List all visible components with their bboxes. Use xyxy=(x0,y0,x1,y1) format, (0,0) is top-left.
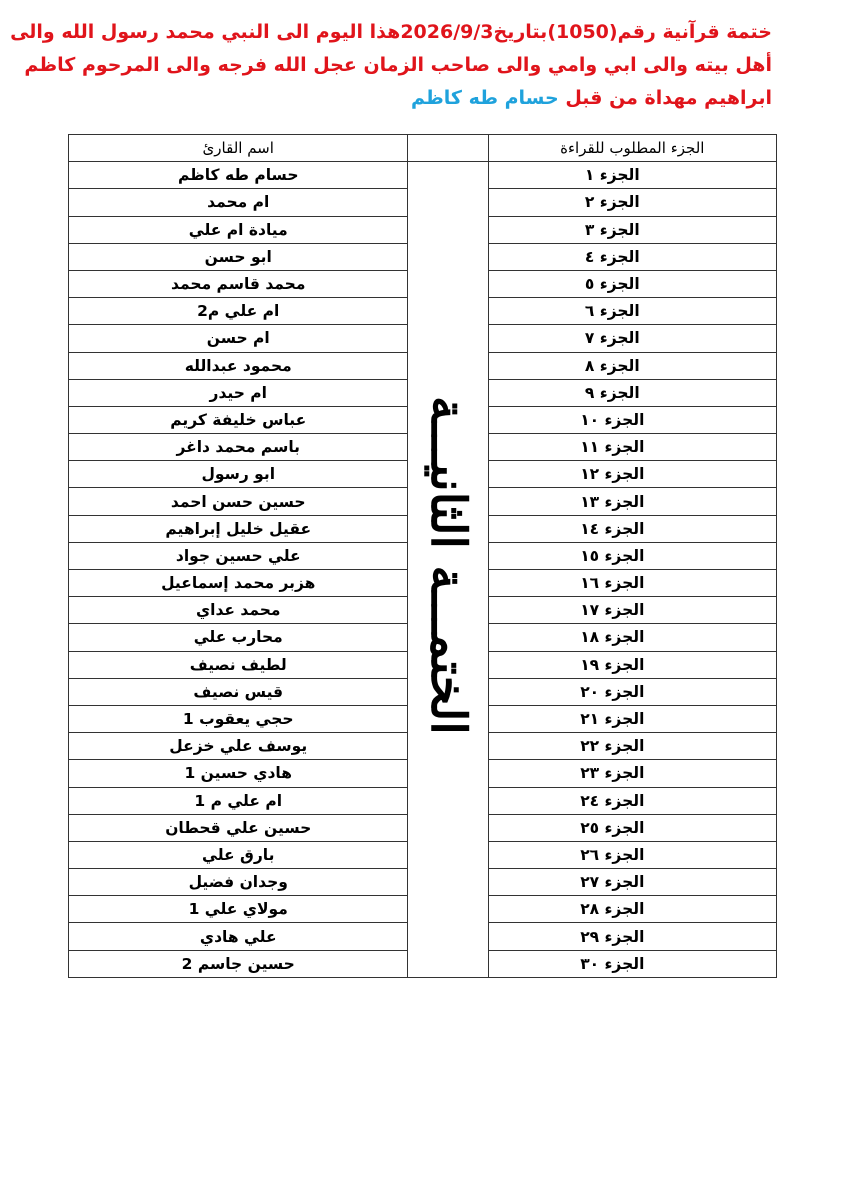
header-dedication-3: ابراهيم مهداة من قبل xyxy=(565,87,772,109)
part-cell: الجزء ١٥ xyxy=(488,542,776,569)
part-cell: الجزء ١ xyxy=(488,162,776,189)
header-khatma-number-label: ختمة قرآنية رقم xyxy=(617,21,772,43)
reader-name-cell: ام حيدر xyxy=(69,379,408,406)
header-dedication-1: هذا اليوم الى النبي محمد رسول الله والى xyxy=(10,21,401,43)
reader-name-cell: هادي حسين 1 xyxy=(69,760,408,787)
readers-table xyxy=(68,134,777,978)
column-header-blank xyxy=(408,135,488,162)
part-cell: الجزء ١٤ xyxy=(488,515,776,542)
part-cell: الجزء ١٧ xyxy=(488,597,776,624)
reader-name-cell: محارب علي xyxy=(69,624,408,651)
part-cell: الجزء ١١ xyxy=(488,434,776,461)
reader-name-cell: ام علي م 1 xyxy=(69,787,408,814)
second-khatma-label: الختمـــة الثانيـــة xyxy=(420,396,477,735)
header-khatma-number: (1050) xyxy=(547,21,618,43)
part-cell: الجزء ٢٢ xyxy=(488,733,776,760)
reader-name-cell: حجي يعقوب 1 xyxy=(69,705,408,732)
reader-name-cell: ابو حسن xyxy=(69,243,408,270)
reader-name-cell: هزبر محمد إسماعيل xyxy=(69,570,408,597)
part-cell: الجزء ٢٩ xyxy=(488,923,776,950)
part-cell: الجزء ١٢ xyxy=(488,461,776,488)
side-label-cell xyxy=(408,162,488,978)
part-cell: الجزء ٢ xyxy=(488,189,776,216)
part-cell: الجزء ٣٠ xyxy=(488,950,776,977)
part-cell: الجزء ١٨ xyxy=(488,624,776,651)
reader-name-cell: محمد عداي xyxy=(69,597,408,624)
part-cell: الجزء ٦ xyxy=(488,298,776,325)
reader-name-cell: ابو رسول xyxy=(69,461,408,488)
reader-name-cell: مولاي علي 1 xyxy=(69,896,408,923)
table-body xyxy=(69,162,777,978)
reader-name-cell: ام حسن xyxy=(69,325,408,352)
part-cell: الجزء ١٩ xyxy=(488,651,776,678)
part-cell: الجزء ٥ xyxy=(488,270,776,297)
reader-name-cell: باسم محمد داغر xyxy=(69,434,408,461)
part-cell: الجزء ٧ xyxy=(488,325,776,352)
reader-name-cell: قيس نصيف xyxy=(69,678,408,705)
reader-name-cell: يوسف علي خزعل xyxy=(69,733,408,760)
part-cell: الجزء ٢٤ xyxy=(488,787,776,814)
part-cell: الجزء ٢٧ xyxy=(488,869,776,896)
reader-name-cell: علي هادي xyxy=(69,923,408,950)
reader-name-cell: عقيل خليل إبراهيم xyxy=(69,515,408,542)
part-cell: الجزء ٣ xyxy=(488,216,776,243)
part-cell: الجزء ٩ xyxy=(488,379,776,406)
table-row xyxy=(69,162,777,189)
column-header-part: الجزء المطلوب للقراءة xyxy=(488,135,776,162)
reader-name-cell: حسين علي قحطان xyxy=(69,814,408,841)
part-cell: الجزء ٢٨ xyxy=(488,896,776,923)
reader-name-cell: ميادة ام علي xyxy=(69,216,408,243)
reader-name-cell: حسين حسن احمد xyxy=(69,488,408,515)
part-cell: الجزء ٢١ xyxy=(488,705,776,732)
part-cell: الجزء ١٣ xyxy=(488,488,776,515)
part-cell: الجزء ٢٦ xyxy=(488,841,776,868)
column-header-reader: اسم القارئ xyxy=(69,135,408,162)
reader-name-cell: عباس خليفة كريم xyxy=(69,406,408,433)
part-cell: الجزء ٢٠ xyxy=(488,678,776,705)
reader-name-cell: بارق علي xyxy=(69,841,408,868)
header-line-1 xyxy=(10,16,772,49)
reader-name-cell: علي حسين جواد xyxy=(69,542,408,569)
part-cell: الجزء ٤ xyxy=(488,243,776,270)
header-date-label: بتاريخ xyxy=(493,21,548,43)
reader-name-cell: محمود عبدالله xyxy=(69,352,408,379)
part-cell: الجزء ١٦ xyxy=(488,570,776,597)
part-cell: الجزء ٢٣ xyxy=(488,760,776,787)
header-donor-name: حسام طه كاظم xyxy=(410,87,559,109)
part-cell: الجزء ٨ xyxy=(488,352,776,379)
table-header-row xyxy=(69,135,777,162)
reader-name-cell: وجدان فضيل xyxy=(69,869,408,896)
reader-name-cell: حسام طه كاظم xyxy=(69,162,408,189)
reader-name-cell: لطيف نصيف xyxy=(69,651,408,678)
header-line-2: أهل بيته والى ابي وامي والى صاحب الزمان عجل الله فرجه والى المرحوم كاظم xyxy=(24,54,772,76)
header-line-3 xyxy=(60,82,772,115)
part-cell: الجزء ١٠ xyxy=(488,406,776,433)
header-date: 2026/9/3 xyxy=(400,21,494,43)
reader-name-cell: حسين جاسم 2 xyxy=(69,950,408,977)
reader-name-cell: ام محمد xyxy=(69,189,408,216)
dedication-header xyxy=(10,16,772,115)
part-cell: الجزء ٢٥ xyxy=(488,814,776,841)
reader-name-cell: محمد قاسم محمد xyxy=(69,270,408,297)
reader-name-cell: ام علي م2 xyxy=(69,298,408,325)
